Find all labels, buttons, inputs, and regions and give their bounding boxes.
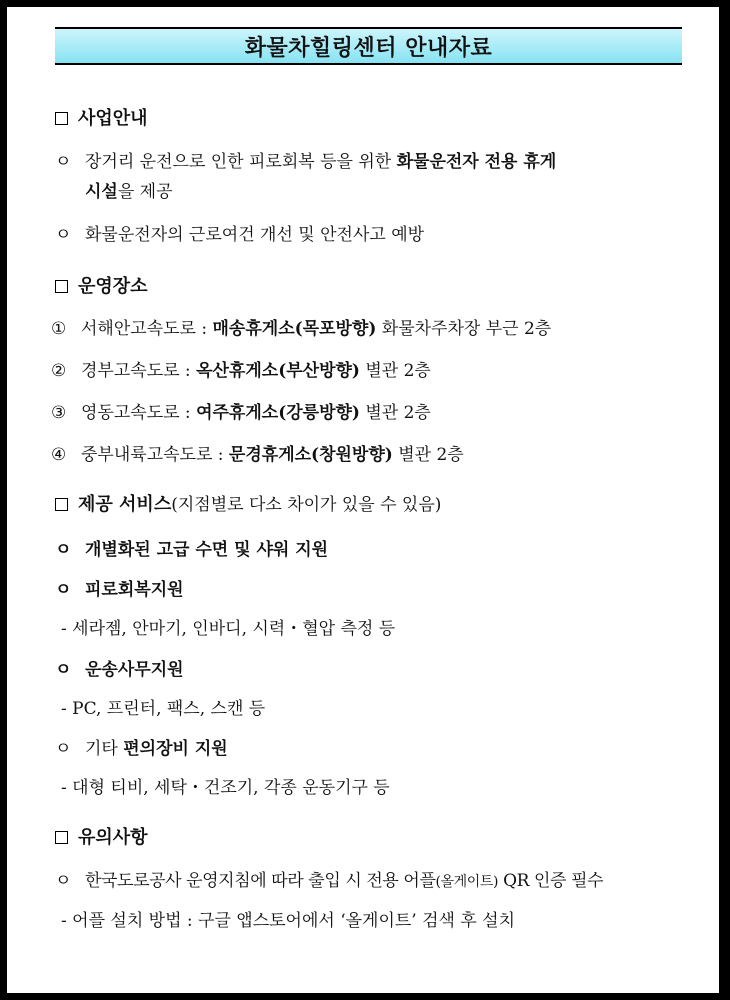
service-other-equipment: ㅇ 기타 편의장비 지원 [55,739,228,759]
note-app-install: - 어플 설치 방법 : 구글 앱스토어에서 ‘올게이트’ 검색 후 설치 [61,911,516,931]
business-item-2: ㅇ 화물운전자의 근로여건 개선 및 안전사고 예방 [55,225,425,245]
document-title: 화물차힐링센터 안내자료 [55,27,682,65]
business-item-1-cont: 시설을 제공 [85,182,173,202]
location-item-3: ③ 영동고속도로 : 여주휴게소(강릉방향) 별관 2층 [51,403,431,423]
location-item-4: ④ 중부내륙고속도로 : 문경휴게소(창원방향) 별관 2층 [51,445,464,465]
service-equipment-detail: - 대형 티비, 세탁・건조기, 각종 운동기구 등 [61,778,390,798]
checkbox-square-icon [55,831,68,844]
section-heading-business: 사업안내 [55,107,719,131]
service-transport-office: ㅇ 운송사무지원 [55,660,184,680]
checkbox-square-icon [55,280,68,293]
service-office-detail: - PC, 프린터, 팩스, 스캔 등 [61,699,266,719]
location-item-2: ② 경부고속도로 : 옥산휴게소(부산방향) 별관 2층 [51,361,431,381]
business-item-1: ㅇ 장거리 운전으로 인한 피로회복 등을 위한 화물운전자 전용 휴게 [55,152,557,172]
section-heading-locations: 운영장소 [55,275,719,299]
document-page [5,5,721,995]
location-item-1: ① 서해안고속도로 : 매송휴게소(목포방향) 화물차주차장 부근 2층 [51,319,552,339]
service-fatigue-recovery: ㅇ 피로회복지원 [55,580,184,600]
checkbox-square-icon [55,498,68,511]
section-heading-services: 제공 서비스(지점별로 다소 차이가 있을 수 있음) [55,493,719,517]
service-sleep-shower: ㅇ 개별화된 고급 수면 및 샤워 지원 [55,540,329,560]
service-fatigue-detail: - 세라젬, 안마기, 인바디, 시력・혈압 측정 등 [61,619,396,639]
checkbox-square-icon [55,112,68,125]
section-heading-notes: 유의사항 [55,826,719,850]
note-qr-required: ㅇ 한국도로공사 운영지침에 따라 출입 시 전용 어플(올게이트) QR 인증 필수 [55,871,604,891]
